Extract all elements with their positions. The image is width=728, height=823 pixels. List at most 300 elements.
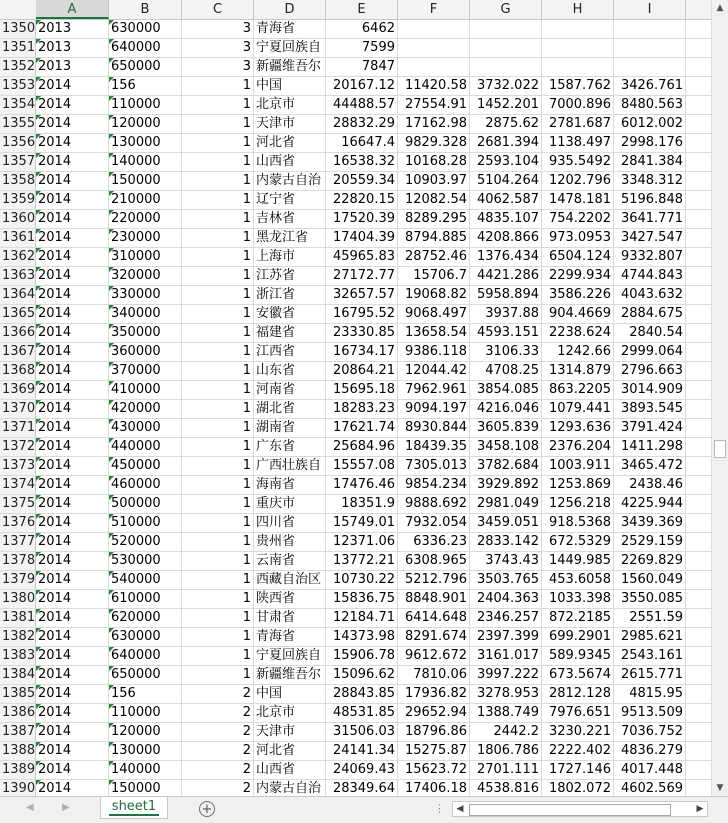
cell-f[interactable]: 8848.901 — [398, 590, 470, 608]
vertical-scrollbar[interactable] — [711, 0, 728, 796]
cell-b[interactable]: 420000 — [109, 400, 182, 418]
cell-d[interactable]: 河北省 — [254, 742, 326, 760]
cell-i[interactable]: 2840.54 — [614, 324, 686, 342]
cell-e[interactable]: 48531.85 — [326, 704, 398, 722]
row-header[interactable]: 1359 — [2, 192, 36, 207]
cell-d[interactable]: 北京市 — [254, 96, 326, 114]
cell-d[interactable]: 海南省 — [254, 476, 326, 494]
cell-d[interactable]: 福建省 — [254, 324, 326, 342]
cell-i[interactable]: 3014.909 — [614, 381, 686, 399]
cell-a[interactable]: 2014 — [36, 248, 109, 266]
cell-a[interactable]: 2014 — [36, 191, 109, 209]
cell-g[interactable]: 3503.765 — [470, 571, 542, 589]
cell-i[interactable]: 4836.279 — [614, 742, 686, 760]
cell-d[interactable]: 安徽省 — [254, 305, 326, 323]
cell-h[interactable]: 1138.497 — [542, 134, 614, 152]
cell-overflow[interactable] — [686, 476, 712, 494]
cell-b[interactable]: 120000 — [109, 723, 182, 741]
cell-c[interactable]: 1 — [182, 419, 254, 437]
cell-h[interactable]: 872.2185 — [542, 609, 614, 627]
cell-c[interactable]: 1 — [182, 571, 254, 589]
cell-h[interactable]: 453.6058 — [542, 571, 614, 589]
cell-d[interactable]: 广东省 — [254, 438, 326, 456]
cell-f[interactable]: 27554.91 — [398, 96, 470, 114]
cell-d[interactable]: 贵州省 — [254, 533, 326, 551]
cell-overflow[interactable] — [686, 172, 712, 190]
cell-overflow[interactable] — [686, 723, 712, 741]
row-header[interactable]: 1375 — [2, 496, 36, 511]
cell-d[interactable]: 山东省 — [254, 362, 326, 380]
cell-a[interactable]: 2014 — [36, 685, 109, 703]
cell-f[interactable]: 8289.295 — [398, 210, 470, 228]
scroll-down-icon[interactable]: ▼ — [716, 783, 724, 793]
cell-i[interactable]: 2615.771 — [614, 666, 686, 684]
row-header[interactable]: 1357 — [2, 154, 36, 169]
cell-b[interactable]: 150000 — [109, 780, 182, 796]
cell-c[interactable]: 1 — [182, 305, 254, 323]
vertical-scroll-thumb[interactable] — [714, 440, 726, 458]
row-header[interactable]: 1364 — [2, 287, 36, 302]
row-header[interactable]: 1380 — [2, 591, 36, 606]
cell-f[interactable]: 7962.961 — [398, 381, 470, 399]
cell-e[interactable]: 7599 — [326, 39, 398, 57]
cell-g[interactable]: 3743.43 — [470, 552, 542, 570]
cell-h[interactable]: 918.5368 — [542, 514, 614, 532]
cell-f[interactable]: 9854.234 — [398, 476, 470, 494]
cell-e[interactable]: 13772.21 — [326, 552, 398, 570]
row-header[interactable]: 1350 — [2, 21, 36, 36]
cell-f[interactable]: 13658.54 — [398, 324, 470, 342]
cell-b[interactable]: 310000 — [109, 248, 182, 266]
row-header[interactable]: 1373 — [2, 458, 36, 473]
cell-f[interactable]: 28752.46 — [398, 248, 470, 266]
cell-h[interactable]: 2781.687 — [542, 115, 614, 133]
cell-overflow[interactable] — [686, 590, 712, 608]
cell-f[interactable]: 18439.35 — [398, 438, 470, 456]
cell-overflow[interactable] — [686, 229, 712, 247]
horizontal-scroll-thumb[interactable] — [469, 804, 671, 816]
cell-d[interactable]: 中国 — [254, 77, 326, 95]
cell-c[interactable]: 1 — [182, 533, 254, 551]
cell-d[interactable]: 青海省 — [254, 20, 326, 38]
cell-f[interactable]: 10168.28 — [398, 153, 470, 171]
cell-e[interactable]: 17621.74 — [326, 419, 398, 437]
cell-f[interactable]: 18796.86 — [398, 723, 470, 741]
row-header[interactable]: 1351 — [2, 40, 36, 55]
cell-overflow[interactable] — [686, 704, 712, 722]
cell-h[interactable]: 1449.985 — [542, 552, 614, 570]
cell-c[interactable]: 1 — [182, 362, 254, 380]
cell-f[interactable]: 7305.013 — [398, 457, 470, 475]
cell-i[interactable]: 2269.829 — [614, 552, 686, 570]
cell-e[interactable]: 15749.01 — [326, 514, 398, 532]
cell-g[interactable]: 3161.017 — [470, 647, 542, 665]
row-header[interactable]: 1360 — [2, 211, 36, 226]
cell-a[interactable]: 2014 — [36, 742, 109, 760]
row-header[interactable]: 1376 — [2, 515, 36, 530]
cell-f[interactable]: 9888.692 — [398, 495, 470, 513]
cell-a[interactable]: 2013 — [36, 20, 109, 38]
cell-a[interactable]: 2014 — [36, 438, 109, 456]
cell-overflow[interactable] — [686, 742, 712, 760]
cell-b[interactable]: 370000 — [109, 362, 182, 380]
cell-c[interactable]: 1 — [182, 96, 254, 114]
column-header-b[interactable]: B — [109, 0, 182, 19]
cell-overflow[interactable] — [686, 552, 712, 570]
cell-c[interactable]: 1 — [182, 77, 254, 95]
cell-d[interactable]: 湖北省 — [254, 400, 326, 418]
cell-b[interactable]: 350000 — [109, 324, 182, 342]
cell-h[interactable]: 1253.869 — [542, 476, 614, 494]
cell-d[interactable]: 黑龙江省 — [254, 229, 326, 247]
cell-f[interactable] — [398, 20, 470, 38]
row-header[interactable]: 1379 — [2, 572, 36, 587]
cell-h[interactable]: 1003.911 — [542, 457, 614, 475]
cell-a[interactable]: 2014 — [36, 172, 109, 190]
cell-c[interactable]: 1 — [182, 115, 254, 133]
cell-b[interactable]: 150000 — [109, 172, 182, 190]
cell-f[interactable]: 9612.672 — [398, 647, 470, 665]
cell-e[interactable]: 12184.71 — [326, 609, 398, 627]
cell-g[interactable]: 4593.151 — [470, 324, 542, 342]
cell-g[interactable]: 2981.049 — [470, 495, 542, 513]
cell-i[interactable]: 3426.761 — [614, 77, 686, 95]
cell-g[interactable]: 3937.88 — [470, 305, 542, 323]
cell-e[interactable]: 32657.57 — [326, 286, 398, 304]
cell-f[interactable]: 15623.72 — [398, 761, 470, 779]
cell-f[interactable]: 15275.87 — [398, 742, 470, 760]
cell-b[interactable]: 320000 — [109, 267, 182, 285]
cell-e[interactable]: 45965.83 — [326, 248, 398, 266]
cell-overflow[interactable] — [686, 381, 712, 399]
cell-i[interactable]: 6012.002 — [614, 115, 686, 133]
cell-g[interactable]: 2875.62 — [470, 115, 542, 133]
cell-h[interactable] — [542, 20, 614, 38]
cell-h[interactable]: 3586.226 — [542, 286, 614, 304]
cell-i[interactable]: 9513.509 — [614, 704, 686, 722]
cell-g[interactable]: 3605.839 — [470, 419, 542, 437]
cell-b[interactable]: 410000 — [109, 381, 182, 399]
cell-overflow[interactable] — [686, 628, 712, 646]
cell-c[interactable]: 1 — [182, 267, 254, 285]
cell-e[interactable]: 22820.15 — [326, 191, 398, 209]
cell-f[interactable]: 7810.06 — [398, 666, 470, 684]
cell-a[interactable]: 2014 — [36, 229, 109, 247]
cell-a[interactable]: 2014 — [36, 115, 109, 133]
scroll-left-icon[interactable]: ◀ — [456, 804, 464, 814]
cell-g[interactable] — [470, 20, 542, 38]
cell-i[interactable]: 2543.161 — [614, 647, 686, 665]
row-header[interactable]: 1353 — [2, 78, 36, 93]
cell-overflow[interactable] — [686, 419, 712, 437]
cell-b[interactable]: 340000 — [109, 305, 182, 323]
cell-c[interactable]: 1 — [182, 609, 254, 627]
cell-d[interactable]: 四川省 — [254, 514, 326, 532]
cell-overflow[interactable] — [686, 210, 712, 228]
cell-d[interactable]: 天津市 — [254, 115, 326, 133]
cell-i[interactable]: 3791.424 — [614, 419, 686, 437]
cell-i[interactable]: 2796.663 — [614, 362, 686, 380]
cell-c[interactable]: 1 — [182, 647, 254, 665]
cell-a[interactable]: 2014 — [36, 666, 109, 684]
cell-c[interactable]: 1 — [182, 286, 254, 304]
cell-b[interactable]: 640000 — [109, 647, 182, 665]
cell-f[interactable]: 9068.497 — [398, 305, 470, 323]
cell-g[interactable]: 4062.587 — [470, 191, 542, 209]
cell-a[interactable]: 2014 — [36, 495, 109, 513]
cell-e[interactable]: 20559.34 — [326, 172, 398, 190]
cell-a[interactable]: 2014 — [36, 514, 109, 532]
cell-b[interactable]: 630000 — [109, 628, 182, 646]
cell-a[interactable]: 2014 — [36, 286, 109, 304]
cell-h[interactable]: 2376.204 — [542, 438, 614, 456]
row-header[interactable]: 1384 — [2, 667, 36, 682]
cell-f[interactable]: 17936.82 — [398, 685, 470, 703]
cell-c[interactable]: 2 — [182, 780, 254, 796]
cell-c[interactable]: 1 — [182, 324, 254, 342]
cell-i[interactable]: 3641.771 — [614, 210, 686, 228]
cell-i[interactable]: 7036.752 — [614, 723, 686, 741]
cell-g[interactable]: 4708.25 — [470, 362, 542, 380]
row-header[interactable]: 1387 — [2, 724, 36, 739]
cell-i[interactable]: 2985.621 — [614, 628, 686, 646]
cell-c[interactable]: 1 — [182, 552, 254, 570]
cell-i[interactable] — [614, 58, 686, 76]
cell-i[interactable]: 4043.632 — [614, 286, 686, 304]
cell-c[interactable]: 1 — [182, 495, 254, 513]
cell-b[interactable]: 460000 — [109, 476, 182, 494]
cell-g[interactable]: 3458.108 — [470, 438, 542, 456]
cell-e[interactable]: 15557.08 — [326, 457, 398, 475]
cell-c[interactable]: 3 — [182, 58, 254, 76]
cell-e[interactable]: 16538.32 — [326, 153, 398, 171]
cell-a[interactable]: 2014 — [36, 723, 109, 741]
cell-a[interactable]: 2014 — [36, 305, 109, 323]
cell-d[interactable]: 内蒙古自治 — [254, 172, 326, 190]
cell-i[interactable]: 4017.448 — [614, 761, 686, 779]
cell-h[interactable] — [542, 58, 614, 76]
cell-e[interactable]: 20167.12 — [326, 77, 398, 95]
cell-overflow[interactable] — [686, 20, 712, 38]
cell-i[interactable]: 3893.545 — [614, 400, 686, 418]
cell-e[interactable]: 7847 — [326, 58, 398, 76]
cell-c[interactable]: 1 — [182, 248, 254, 266]
row-header[interactable]: 1388 — [2, 743, 36, 758]
cell-b[interactable]: 450000 — [109, 457, 182, 475]
cell-overflow[interactable] — [686, 248, 712, 266]
cell-g[interactable]: 3106.33 — [470, 343, 542, 361]
row-header[interactable]: 1390 — [2, 781, 36, 796]
cell-e[interactable]: 14373.98 — [326, 628, 398, 646]
cell-a[interactable]: 2014 — [36, 77, 109, 95]
cell-d[interactable]: 青海省 — [254, 628, 326, 646]
cell-d[interactable]: 内蒙古自治 — [254, 780, 326, 796]
cell-i[interactable]: 2999.064 — [614, 343, 686, 361]
cell-e[interactable]: 12371.06 — [326, 533, 398, 551]
cell-c[interactable]: 1 — [182, 438, 254, 456]
cell-overflow[interactable] — [686, 495, 712, 513]
cell-h[interactable]: 935.5492 — [542, 153, 614, 171]
tab-sheet1[interactable]: sheet1 — [100, 797, 168, 819]
cell-f[interactable]: 7932.054 — [398, 514, 470, 532]
cell-d[interactable]: 甘肃省 — [254, 609, 326, 627]
cell-h[interactable]: 1727.146 — [542, 761, 614, 779]
cell-e[interactable]: 15906.78 — [326, 647, 398, 665]
cell-b[interactable]: 650000 — [109, 666, 182, 684]
cell-e[interactable]: 25684.96 — [326, 438, 398, 456]
cell-h[interactable]: 6504.124 — [542, 248, 614, 266]
cell-overflow[interactable] — [686, 647, 712, 665]
cell-d[interactable]: 浙江省 — [254, 286, 326, 304]
cell-c[interactable]: 2 — [182, 742, 254, 760]
cell-f[interactable]: 9094.197 — [398, 400, 470, 418]
cell-i[interactable]: 3465.472 — [614, 457, 686, 475]
cell-c[interactable]: 1 — [182, 191, 254, 209]
cell-b[interactable]: 440000 — [109, 438, 182, 456]
row-header[interactable]: 1374 — [2, 477, 36, 492]
cell-h[interactable]: 699.2901 — [542, 628, 614, 646]
cell-i[interactable]: 3439.369 — [614, 514, 686, 532]
cell-i[interactable]: 3427.547 — [614, 229, 686, 247]
cell-g[interactable]: 3929.892 — [470, 476, 542, 494]
cell-overflow[interactable] — [686, 780, 712, 796]
cell-i[interactable]: 2884.675 — [614, 305, 686, 323]
cell-g[interactable]: 3278.953 — [470, 685, 542, 703]
cell-c[interactable]: 3 — [182, 20, 254, 38]
cell-b[interactable]: 210000 — [109, 191, 182, 209]
add-sheet-icon[interactable]: + — [199, 801, 215, 817]
cell-a[interactable]: 2014 — [36, 381, 109, 399]
cell-d[interactable]: 吉林省 — [254, 210, 326, 228]
cell-c[interactable]: 1 — [182, 400, 254, 418]
row-header[interactable]: 1362 — [2, 249, 36, 264]
cell-g[interactable]: 2397.399 — [470, 628, 542, 646]
cell-g[interactable]: 1376.434 — [470, 248, 542, 266]
cell-b[interactable]: 140000 — [109, 153, 182, 171]
cell-h[interactable]: 3230.221 — [542, 723, 614, 741]
cell-c[interactable]: 2 — [182, 685, 254, 703]
cell-c[interactable]: 1 — [182, 476, 254, 494]
cell-g[interactable] — [470, 58, 542, 76]
cell-f[interactable]: 15706.7 — [398, 267, 470, 285]
cell-overflow[interactable] — [686, 761, 712, 779]
cell-overflow[interactable] — [686, 58, 712, 76]
cell-d[interactable]: 宁夏回族自 — [254, 39, 326, 57]
cell-e[interactable]: 31506.03 — [326, 723, 398, 741]
cell-c[interactable]: 1 — [182, 134, 254, 152]
cell-c[interactable]: 2 — [182, 723, 254, 741]
cell-h[interactable]: 2812.128 — [542, 685, 614, 703]
column-header-f[interactable]: F — [398, 0, 470, 19]
cell-g[interactable]: 1388.749 — [470, 704, 542, 722]
cell-h[interactable]: 1293.636 — [542, 419, 614, 437]
cell-d[interactable]: 天津市 — [254, 723, 326, 741]
cell-b[interactable]: 230000 — [109, 229, 182, 247]
cell-a[interactable]: 2014 — [36, 343, 109, 361]
cell-c[interactable]: 1 — [182, 628, 254, 646]
cell-b[interactable]: 110000 — [109, 96, 182, 114]
select-all-corner[interactable] — [0, 0, 37, 19]
row-header[interactable]: 1385 — [2, 686, 36, 701]
cell-f[interactable]: 17162.98 — [398, 115, 470, 133]
cell-d[interactable]: 辽宁省 — [254, 191, 326, 209]
cell-i[interactable]: 2998.176 — [614, 134, 686, 152]
cell-overflow[interactable] — [686, 685, 712, 703]
cell-overflow[interactable] — [686, 343, 712, 361]
cell-e[interactable]: 15836.75 — [326, 590, 398, 608]
cell-overflow[interactable] — [686, 39, 712, 57]
cell-i[interactable] — [614, 20, 686, 38]
row-header[interactable]: 1378 — [2, 553, 36, 568]
cell-i[interactable]: 3550.085 — [614, 590, 686, 608]
row-header[interactable]: 1366 — [2, 325, 36, 340]
cell-b[interactable]: 120000 — [109, 115, 182, 133]
cell-h[interactable] — [542, 39, 614, 57]
column-header-h[interactable]: H — [542, 0, 614, 19]
cell-a[interactable]: 2014 — [36, 533, 109, 551]
cell-i[interactable]: 2529.159 — [614, 533, 686, 551]
cell-overflow[interactable] — [686, 134, 712, 152]
cell-f[interactable] — [398, 58, 470, 76]
cell-g[interactable]: 3782.684 — [470, 457, 542, 475]
row-header[interactable]: 1381 — [2, 610, 36, 625]
cell-e[interactable]: 24069.43 — [326, 761, 398, 779]
cell-h[interactable]: 2299.934 — [542, 267, 614, 285]
cell-b[interactable]: 530000 — [109, 552, 182, 570]
column-header-e[interactable]: E — [326, 0, 398, 19]
row-header[interactable]: 1368 — [2, 363, 36, 378]
cell-e[interactable]: 16734.17 — [326, 343, 398, 361]
cell-g[interactable]: 4216.046 — [470, 400, 542, 418]
cell-c[interactable]: 1 — [182, 210, 254, 228]
cell-a[interactable]: 2014 — [36, 704, 109, 722]
cell-e[interactable]: 15695.18 — [326, 381, 398, 399]
cell-f[interactable]: 12082.54 — [398, 191, 470, 209]
cell-f[interactable]: 8930.844 — [398, 419, 470, 437]
cell-g[interactable]: 1806.786 — [470, 742, 542, 760]
cell-overflow[interactable] — [686, 400, 712, 418]
cell-a[interactable]: 2014 — [36, 571, 109, 589]
row-header[interactable]: 1355 — [2, 116, 36, 131]
cell-c[interactable]: 1 — [182, 343, 254, 361]
cell-i[interactable]: 1411.298 — [614, 438, 686, 456]
cell-e[interactable]: 18283.23 — [326, 400, 398, 418]
spreadsheet-grid[interactable] — [0, 20, 712, 796]
cell-f[interactable]: 8794.885 — [398, 229, 470, 247]
cell-a[interactable]: 2014 — [36, 552, 109, 570]
cell-b[interactable]: 130000 — [109, 742, 182, 760]
cell-overflow[interactable] — [686, 77, 712, 95]
cell-e[interactable]: 18351.9 — [326, 495, 398, 513]
cell-h[interactable]: 7000.896 — [542, 96, 614, 114]
cell-h[interactable]: 1256.218 — [542, 495, 614, 513]
cell-overflow[interactable] — [686, 115, 712, 133]
cell-c[interactable]: 1 — [182, 590, 254, 608]
cell-b[interactable]: 510000 — [109, 514, 182, 532]
cell-i[interactable]: 5196.848 — [614, 191, 686, 209]
cell-i[interactable]: 2551.59 — [614, 609, 686, 627]
cell-g[interactable]: 2442.2 — [470, 723, 542, 741]
cell-i[interactable] — [614, 39, 686, 57]
cell-g[interactable]: 4835.107 — [470, 210, 542, 228]
cell-d[interactable]: 新疆维吾尔 — [254, 58, 326, 76]
cell-c[interactable]: 1 — [182, 153, 254, 171]
cell-b[interactable]: 610000 — [109, 590, 182, 608]
splitter-handle-icon[interactable]: ⋮ — [434, 802, 445, 815]
cell-c[interactable]: 1 — [182, 666, 254, 684]
cell-i[interactable]: 4602.569 — [614, 780, 686, 796]
cell-b[interactable]: 330000 — [109, 286, 182, 304]
